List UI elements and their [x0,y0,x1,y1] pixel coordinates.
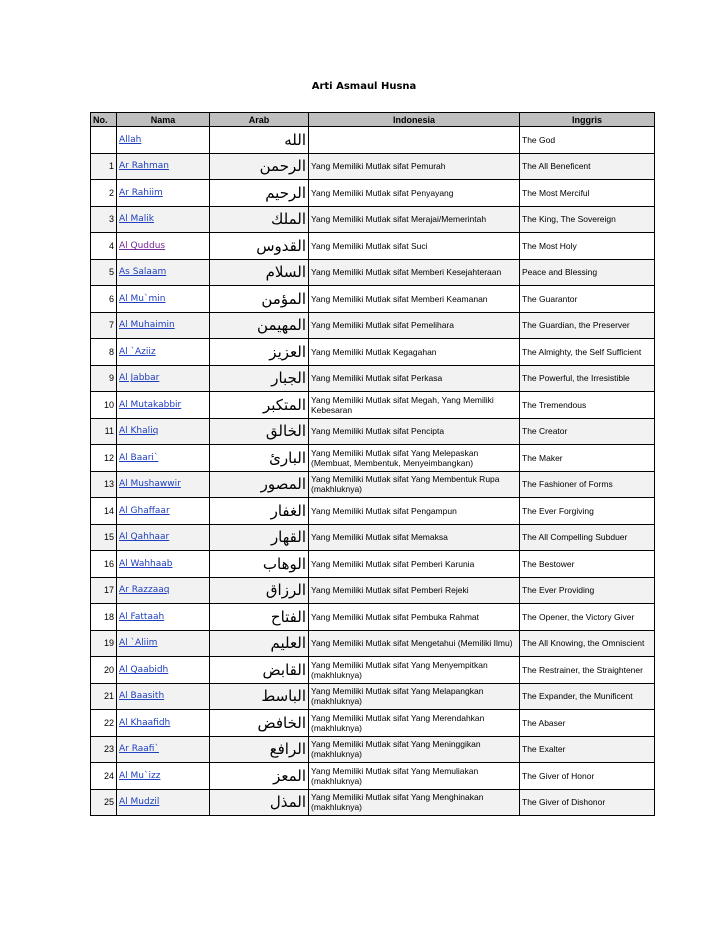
english-meaning-text: The Restrainer, the Straightener [522,664,643,675]
row-number: 8 [91,339,117,366]
row-number: 13 [91,471,117,498]
indonesian-meaning [309,392,520,419]
indonesian-meaning-text: Yang Memiliki Mutlak sifat Yang Memuliakan (makhluknya) [311,765,479,786]
name-link[interactable]: Al `Aliim [119,638,158,649]
indonesian-meaning-text: Yang Memiliki Mutlak Kegagahan [311,346,437,357]
table-row [91,365,655,392]
name-cell [117,153,210,180]
english-meaning-text: The Most Holy [522,240,577,251]
name-cell [117,445,210,472]
arabic-name: الوهاب [210,551,309,578]
table-row [91,286,655,313]
english-meaning [520,339,655,366]
row-number: 23 [91,736,117,763]
table-row [91,524,655,551]
arabic-name: الله [210,127,309,154]
english-meaning [520,418,655,445]
indonesian-meaning-text: Yang Memiliki Mutlak sifat Mengetahui (Memiliki Ilmu) [311,638,513,649]
table-row [91,604,655,631]
row-number: 4 [91,233,117,260]
arabic-name: الرحمن [210,153,309,180]
english-meaning [520,630,655,657]
arabic-name: البارئ [210,445,309,472]
indonesian-meaning [309,683,520,710]
name-link[interactable]: Al Wahhaab [119,558,173,569]
name-cell [117,418,210,445]
row-number: 17 [91,577,117,604]
name-cell [117,206,210,233]
arabic-name: الخافض [210,710,309,737]
english-meaning [520,789,655,816]
row-number: 20 [91,657,117,684]
table-row [91,736,655,763]
indonesian-meaning [309,657,520,684]
header-inggris: Inggris [520,113,655,127]
english-meaning [520,710,655,737]
name-cell [117,365,210,392]
english-meaning-text: The Powerful, the Irresistible [522,373,630,384]
row-number: 14 [91,498,117,525]
name-link[interactable]: Al Mu`izz [119,770,161,781]
english-meaning-text: The Creator [522,426,568,437]
indonesian-meaning-text: Yang Memiliki Mutlak sifat Penyayang [311,187,454,198]
indonesian-meaning [309,233,520,260]
indonesian-meaning-text: Yang Memiliki Mutlak sifat Memaksa [311,532,448,543]
name-cell [117,524,210,551]
english-meaning-text: The Almighty, the Self Sufficient [522,346,642,357]
indonesian-meaning [309,604,520,631]
row-number: 6 [91,286,117,313]
english-meaning-text: The Ever Providing [522,585,595,596]
page-title: Arti Asmaul Husna [311,81,417,92]
name-cell [117,763,210,790]
english-meaning [520,312,655,339]
arabic-name: الرافع [210,736,309,763]
row-number: 19 [91,630,117,657]
table-row [91,339,655,366]
indonesian-meaning-text: Yang Memiliki Mutlak sifat Yang Meninggikan (makhluknya) [311,739,481,760]
name-link[interactable]: Ar Rahiim [119,187,163,198]
row-number: 18 [91,604,117,631]
header-indonesia: Indonesia [309,113,520,127]
name-cell [117,604,210,631]
name-cell [117,471,210,498]
english-meaning-text: The All Compelling Subduer [522,532,628,543]
english-meaning [520,445,655,472]
indonesian-meaning-text: Yang Memiliki Mutlak sifat Pemurah [311,161,446,172]
asmaul-husna-table [90,112,655,816]
english-meaning [520,577,655,604]
indonesian-meaning-text: Yang Memiliki Mutlak sifat Memberi Keamanan [311,293,488,304]
indonesian-meaning-text: Yang Memiliki Mutlak sifat Yang Melepaskan (Membuat, Membentuk, Menyeimbangkan) [311,447,479,468]
english-meaning-text: The Maker [522,452,563,463]
table-row [91,259,655,286]
table-row [91,445,655,472]
name-link[interactable]: Al Jabbar [119,373,160,384]
header-arab: Arab [210,113,309,127]
name-link[interactable]: Al Qahhaar [119,532,170,543]
table-row [91,498,655,525]
arabic-name: القابض [210,657,309,684]
english-meaning-text: The Opener, the Victory Giver [522,611,635,622]
english-meaning [520,206,655,233]
arabic-name: المؤمن [210,286,309,313]
english-meaning [520,259,655,286]
english-meaning-text: The Tremendous [522,399,587,410]
name-cell [117,259,210,286]
arabic-name: الملك [210,206,309,233]
name-cell [117,233,210,260]
indonesian-meaning [309,365,520,392]
english-meaning-text: The Fashioner of Forms [522,479,613,490]
arabic-name: الرحيم [210,180,309,207]
name-cell [117,498,210,525]
table-row [91,471,655,498]
table-row [91,233,655,260]
english-meaning-text: The Abaser [522,717,566,728]
indonesian-meaning-text: Yang Memiliki Mutlak sifat Pengampun [311,505,457,516]
row-number: 10 [91,392,117,419]
indonesian-meaning [309,259,520,286]
name-link[interactable]: Al Quddus [119,240,166,251]
arabic-name: القهار [210,524,309,551]
indonesian-meaning [309,127,520,154]
indonesian-meaning-text: Yang Memiliki Mutlak sifat Pemberi Karunia [311,558,475,569]
indonesian-meaning [309,312,520,339]
arabic-name: الرزاق [210,577,309,604]
table-row [91,683,655,710]
indonesian-meaning-text: Yang Memiliki Mutlak sifat Merajai/Memerintah [311,214,487,225]
indonesian-meaning [309,471,520,498]
name-link[interactable]: Al Mushawwir [119,479,181,490]
row-number: 24 [91,763,117,790]
name-link[interactable]: Al Mu`min [119,293,166,304]
english-meaning [520,233,655,260]
indonesian-meaning [309,577,520,604]
row-number: 12 [91,445,117,472]
arabic-name: العليم [210,630,309,657]
table-row [91,127,655,154]
indonesian-meaning [309,445,520,472]
arabic-name: الجبار [210,365,309,392]
name-cell [117,339,210,366]
english-meaning [520,392,655,419]
english-meaning [520,604,655,631]
row-number: 3 [91,206,117,233]
row-number: 16 [91,551,117,578]
indonesian-meaning [309,180,520,207]
name-link[interactable]: Al Mutakabbir [119,399,182,410]
table-row [91,392,655,419]
table-row [91,180,655,207]
indonesian-meaning-text: Yang Memiliki Mutlak sifat Pemelihara [311,320,454,331]
row-number: 1 [91,153,117,180]
english-meaning-text: The King, The Sovereign [522,214,616,225]
row-number: 7 [91,312,117,339]
name-cell [117,789,210,816]
name-link[interactable]: Al Baasith [119,691,165,702]
table-row [91,710,655,737]
english-meaning-text: The Exalter [522,744,566,755]
name-link[interactable]: Ar Rahman [119,161,169,172]
arabic-name: العزيز [210,339,309,366]
row-number: 25 [91,789,117,816]
name-link[interactable]: Al Muhaimin [119,320,175,331]
row-number: 22 [91,710,117,737]
english-meaning [520,180,655,207]
name-link[interactable]: Al `Aziiz [119,346,156,357]
name-cell [117,551,210,578]
row-number [91,127,117,154]
english-meaning-text: The God [522,134,556,145]
indonesian-meaning [309,286,520,313]
indonesian-meaning [309,418,520,445]
indonesian-meaning [309,551,520,578]
english-meaning-text: The All Knowing, the Omniscient [522,638,645,649]
english-meaning [520,153,655,180]
english-meaning-text: The Bestower [522,558,575,569]
name-cell [117,312,210,339]
indonesian-meaning-text: Yang Memiliki Mutlak sifat Yang Menghinakan (makhluknya) [311,792,484,813]
english-meaning [520,471,655,498]
indonesian-meaning-text: Yang Memiliki Mutlak sifat Pemberi Rejeki [311,585,469,596]
arabic-name: الخالق [210,418,309,445]
table-row [91,577,655,604]
english-meaning [520,763,655,790]
indonesian-meaning-text: Yang Memiliki Mutlak sifat Pembuka Rahmat [311,611,480,622]
arabic-name: المصور [210,471,309,498]
name-link[interactable]: Al Khaafidh [119,717,171,728]
english-meaning-text: The Expander, the Munificent [522,691,633,702]
row-number: 15 [91,524,117,551]
english-meaning-text: The Giver of Honor [522,770,595,781]
name-cell [117,683,210,710]
english-meaning-text: The Guarantor [522,293,578,304]
name-cell [117,286,210,313]
row-number: 9 [91,365,117,392]
table-row [91,657,655,684]
indonesian-meaning-text: Yang Memiliki Mutlak sifat Megah, Yang Memiliki Kebesaran [311,394,494,415]
indonesian-meaning-text: Yang Memiliki Mutlak sifat Perkasa [311,373,443,384]
name-link[interactable]: Al Ghaffaar [119,505,170,516]
indonesian-meaning [309,498,520,525]
indonesian-meaning [309,710,520,737]
english-meaning-text: The Ever Forgiving [522,505,594,516]
name-link[interactable]: Ar Raafi` [119,744,159,755]
table-row [91,630,655,657]
indonesian-meaning-text: Yang Memiliki Mutlak sifat Pencipta [311,426,445,437]
english-meaning [520,683,655,710]
table-row [91,763,655,790]
table-row [91,206,655,233]
row-number: 2 [91,180,117,207]
arabic-name: القدوس [210,233,309,260]
arabic-name: الباسط [210,683,309,710]
indonesian-meaning-text: Yang Memiliki Mutlak sifat Yang Melapangkan (makhluknya) [311,686,484,707]
english-meaning-text: The Most Merciful [522,187,590,198]
indonesian-meaning-text: Yang Memiliki Mutlak sifat Yang Merendahkan (makhluknya) [311,712,485,733]
english-meaning [520,736,655,763]
english-meaning-text: The Guardian, the Preserver [522,320,630,331]
name-link[interactable]: Ar Razzaaq [119,585,170,596]
arabic-name: السلام [210,259,309,286]
indonesian-meaning [309,206,520,233]
name-link[interactable]: As Salaam [119,267,167,278]
indonesian-meaning-text: Yang Memiliki Mutlak sifat Memberi Kesejahteraan [311,267,502,278]
name-cell [117,710,210,737]
name-link[interactable]: Al Qaabidh [119,664,169,675]
indonesian-meaning [309,789,520,816]
english-meaning [520,551,655,578]
english-meaning [520,286,655,313]
name-link[interactable]: Al Khaliq [119,426,159,437]
name-link[interactable]: Al Mudzil [119,797,160,808]
indonesian-meaning-text: Yang Memiliki Mutlak sifat Yang Menyempitkan (makhluknya) [311,659,488,680]
row-number: 11 [91,418,117,445]
table-row [91,789,655,816]
table-row [91,418,655,445]
arabic-name: المهيمن [210,312,309,339]
indonesian-meaning [309,153,520,180]
english-meaning [520,127,655,154]
table-row [91,312,655,339]
english-meaning-text: The Giver of Dishonor [522,797,606,808]
table-row [91,153,655,180]
english-meaning [520,524,655,551]
indonesian-meaning-text: Yang Memiliki Mutlak sifat Suci [311,240,428,251]
name-link[interactable]: Allah [119,134,142,145]
arabic-name: المتكبر [210,392,309,419]
name-cell [117,180,210,207]
table-row [91,551,655,578]
indonesian-meaning-text: Yang Memiliki Mutlak sifat Yang Membentuk Rupa (makhluknya) [311,474,500,495]
indonesian-meaning [309,736,520,763]
english-meaning-text: Peace and Blessing [522,267,598,278]
name-link[interactable]: Al Baari` [119,452,159,463]
table-header-row [91,113,655,127]
arabic-name: الغفار [210,498,309,525]
name-cell [117,657,210,684]
name-cell [117,736,210,763]
name-cell [117,577,210,604]
arabic-name: المعز [210,763,309,790]
row-number: 5 [91,259,117,286]
english-meaning [520,498,655,525]
english-meaning [520,657,655,684]
name-cell [117,392,210,419]
name-link[interactable]: Al Fattaah [119,611,165,622]
indonesian-meaning [309,630,520,657]
name-cell [117,630,210,657]
indonesian-meaning [309,524,520,551]
header-nama: Nama [117,113,210,127]
name-link[interactable]: Al Malik [119,214,155,225]
arabic-name: الفتاح [210,604,309,631]
english-meaning-text: The All Beneficent [522,161,591,172]
english-meaning [520,365,655,392]
indonesian-meaning [309,339,520,366]
row-number: 21 [91,683,117,710]
name-cell [117,127,210,154]
header-no: No. [91,113,117,127]
indonesian-meaning [309,763,520,790]
arabic-name: المذل [210,789,309,816]
